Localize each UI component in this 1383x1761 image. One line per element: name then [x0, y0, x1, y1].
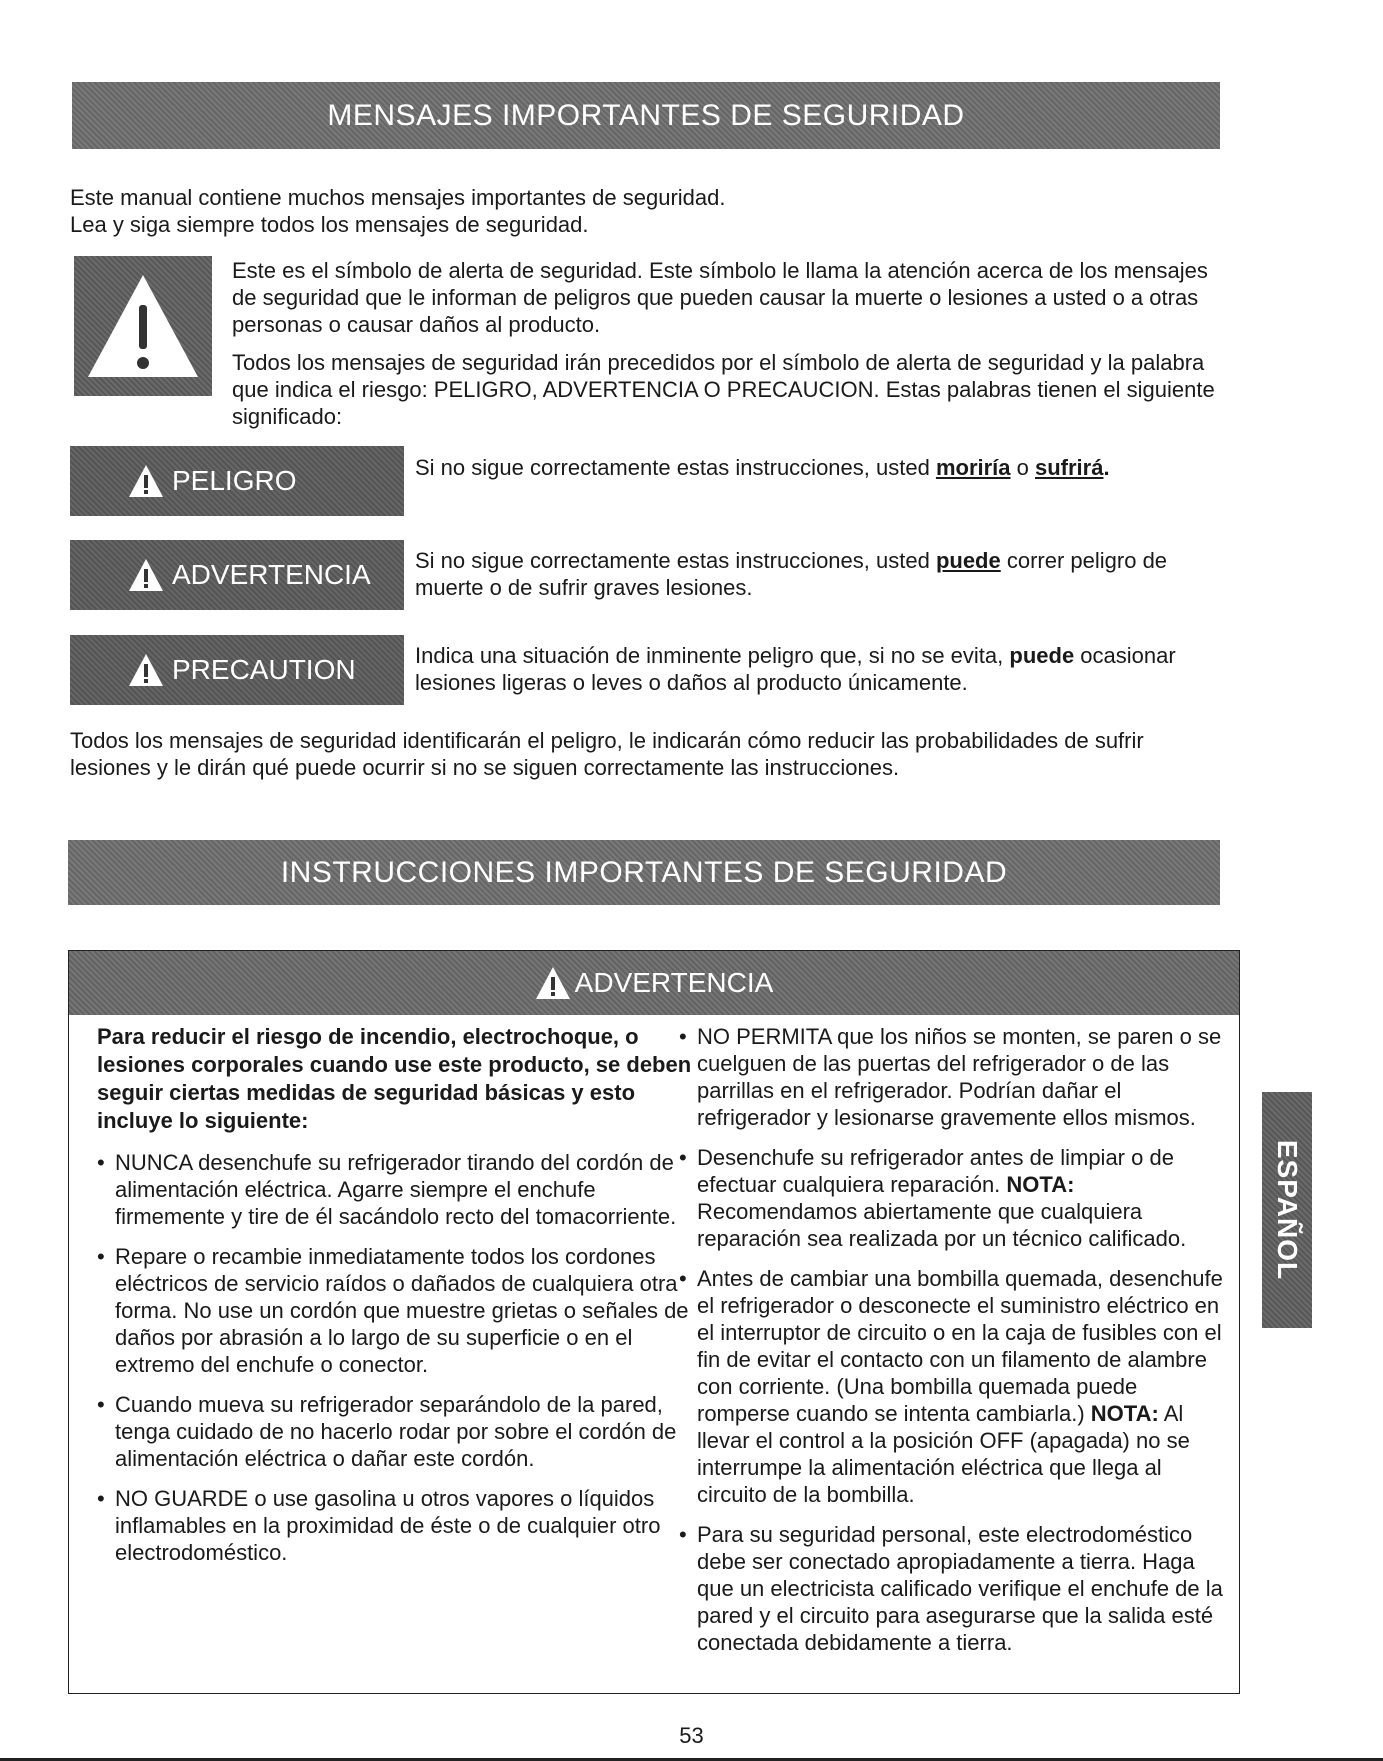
signal-precaution-text [415, 642, 1215, 696]
emphasis: moriría [935, 455, 1011, 480]
warning-triangle-icon [535, 966, 571, 1000]
page-number: 53 [679, 1723, 704, 1748]
list-item: • NO PERMITA que los niños se monten, se paren o se cuelguen de las puertas del refrigerador o de las parrillas en el refrigerador. Podrían dañar el refrigerador y lesionarse gravemente ellos mismos. [679, 1023, 1234, 1131]
alert-symbol-paragraph: Este es el símbolo de alerta de seguridad. Este símbolo le llama la atención acerca de los mensajes de seguridad que le informan de peligros que pueden causar la muerte o lesiones a usted o a otras personas o causar daños al producto. [232, 258, 1208, 337]
signal-words-paragraph: Todos los mensajes de seguridad irán precedidos por el símbolo de alerta de seguridad y la palabra que indica el riesgo: PELIGRO, ADVERTENCIA O PRECAUCION. Estas palabras tienen el siguiente significado: [232, 350, 1215, 429]
banner-title: INSTRUCCIONES IMPORTANTES DE SEGURIDAD [280, 856, 1008, 889]
signal-label: ADVERTENCIA [172, 559, 371, 590]
signal-advertencia [70, 540, 404, 610]
text-part: Desenchufe su refrigerador antes de limpiar o de efectuar cualquiera reparación. [697, 1145, 1174, 1197]
language-tab-label: ESPAÑOL [1272, 1139, 1303, 1281]
note-label: NOTA: [1006, 1172, 1075, 1197]
emphasis: sufrirá [1035, 455, 1104, 480]
text-part: ocasionar lesiones ligeras o leves o daños al producto únicamente. [415, 643, 1176, 695]
list-item: • Repare o recambie inmediatamente todos los cordones eléctricos de servicio raídos o dañados de cualquiera otra forma. No use un cordón que muestre grietas o señales de daños por abrasión a lo largo de su superficie o en el extremo del enchufe o conector. [97, 1243, 697, 1378]
text-part: . [1103, 455, 1110, 480]
warning-triangle-icon [128, 463, 164, 499]
safety-alert-symbol [74, 256, 212, 396]
section-banner-mensajes [72, 82, 1220, 149]
section-banner-instrucciones [68, 840, 1220, 905]
signal-peligro-text [415, 454, 1215, 481]
warning-triangle-icon [84, 271, 202, 381]
list-item: • Cuando mueva su refrigerador separándolo de la pared, tenga cuidado de no hacerlo rodar por sobre el cordón de alimentación eléctrica o dañar este cordón. [97, 1391, 697, 1472]
list-item: • NUNCA desenchufe su refrigerador tirando del cordón de alimentación eléctrica. Agarre siempre el enchufe firmemente y tire de él sacándolo recto del tomacorriente. [97, 1149, 697, 1230]
emphasis: puede [1009, 643, 1075, 668]
banner-title: MENSAJES IMPORTANTES DE SEGURIDAD [327, 99, 965, 132]
list-item: • Para su seguridad personal, este electrodoméstico debe ser conectado apropiadamente a tierra. Haga que un electricista calificado verifique el enchufe de la pared y el circuito para asegurarse que la salida esté conectada debidamente a tierra. [679, 1521, 1234, 1656]
warning-box [68, 950, 1240, 1694]
note-label: NOTA: [1090, 1401, 1159, 1426]
warning-triangle-icon [128, 652, 164, 688]
text-part: Recomendamos abiertamente que cualquiera reparación sea realizada por un técnico calificado. [697, 1199, 1187, 1251]
signal-peligro [70, 446, 404, 516]
closing-paragraph: Todos los mensajes de seguridad identificarán el peligro, le indicarán cómo reducir las probabilidades de sufrir lesiones y le dirán qué puede ocurrir si no se siguen correctamente las instrucciones. [70, 728, 1144, 780]
signal-advertencia-text [415, 547, 1215, 601]
intro-line-1: Este manual contiene muchos mensajes importantes de seguridad. [70, 185, 726, 210]
warning-right-column [679, 1023, 1234, 1669]
warning-left-column [97, 1023, 697, 1579]
warning-box-header [69, 951, 1239, 1015]
text-part: Indica una situación de inminente peligro que, si no se evita, [415, 643, 1010, 668]
text-part: Si no sigue correctamente estas instrucciones, usted [415, 455, 936, 480]
list-item [679, 1265, 1234, 1508]
intro-text [70, 184, 725, 238]
text-part: o [1010, 455, 1035, 480]
language-tab [1262, 1092, 1312, 1328]
warning-box-title: ADVERTENCIA [574, 967, 774, 998]
warning-triangle-icon [128, 557, 164, 593]
warning-lead: Para reducir el riesgo de incendio, electrochoque, o lesiones corporales cuando use este producto, se deben seguir ciertas medidas de seguridad básicas y esto incluye lo siguiente: [97, 1024, 692, 1133]
text-part: Si no sigue correctamente estas instrucciones, usted [415, 548, 936, 573]
signal-label: PRECAUTION [172, 654, 356, 685]
signal-label: PELIGRO [172, 465, 297, 496]
intro-line-2: Lea y siga siempre todos los mensajes de seguridad. [70, 212, 589, 237]
list-item [679, 1144, 1234, 1252]
text-part: Antes de cambiar una bombilla quemada, desenchufe el refrigerador o desconecte el suministro eléctrico en el interruptor de circuito o en la caja de fusibles con el fin de evitar el contacto con un filamento de alambre con corriente. (Una bombilla quemada puede romperse cuando se intenta cambiarla.) [697, 1266, 1223, 1426]
text-part: correr peligro de muerte o de sufrir graves lesiones. [415, 548, 1168, 600]
signal-precaution [70, 635, 404, 705]
list-item: • NO GUARDE o use gasolina u otros vapores o líquidos inflamables en la proximidad de éste o de cualquier otro electrodoméstico. [97, 1485, 697, 1566]
text-part: Al llevar el control a la posición OFF (apagada) no se interrumpe la alimentación eléctrica que llega al circuito de la bombilla. [697, 1401, 1190, 1507]
emphasis: puede [935, 548, 1001, 573]
